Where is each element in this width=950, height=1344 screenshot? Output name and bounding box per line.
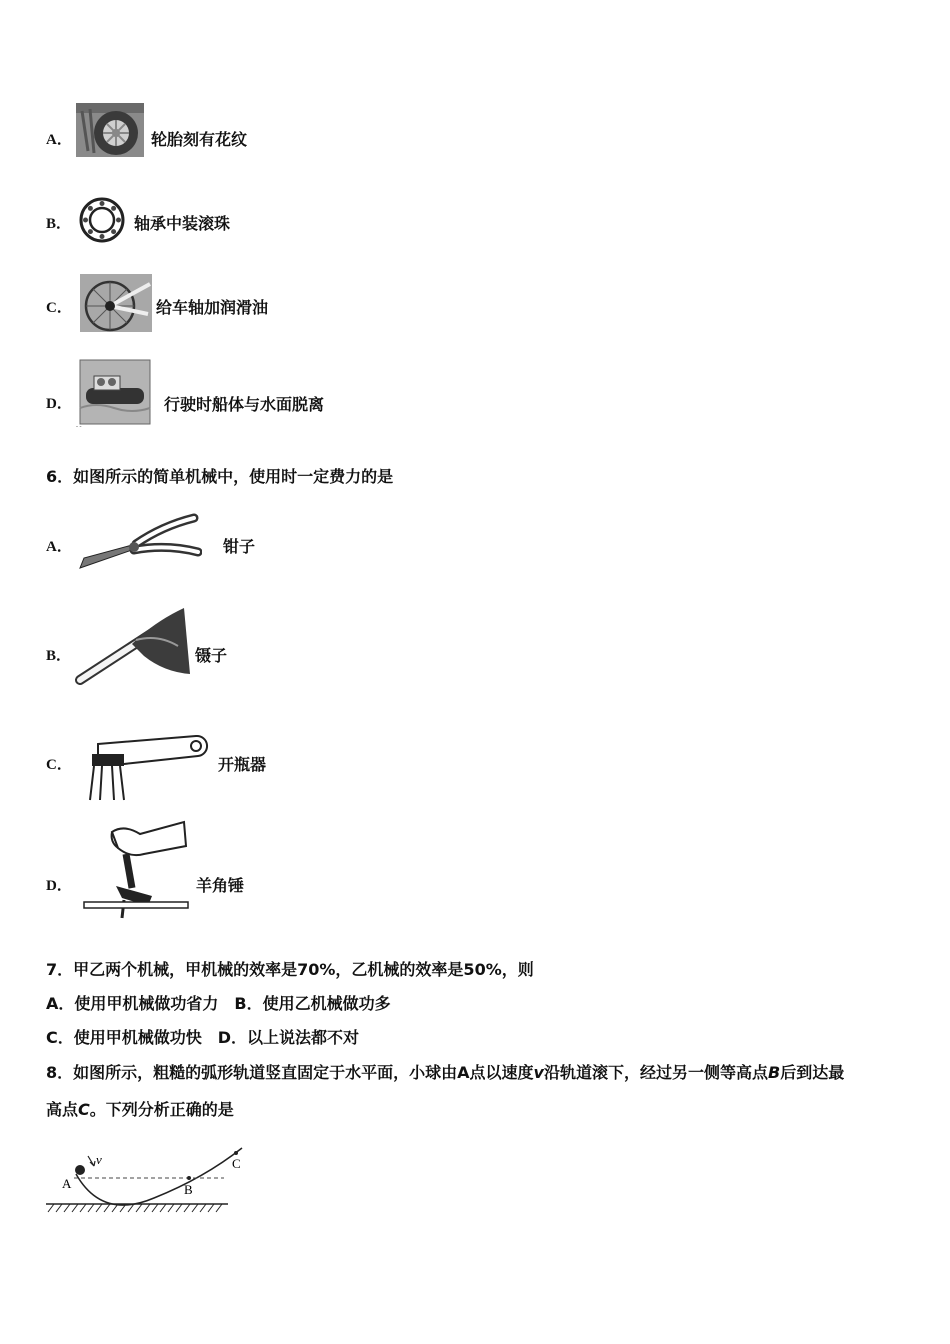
q8-stem-text: 高点: [46, 1100, 79, 1119]
claw-hammer-icon: [82, 818, 190, 920]
bicycle-axle-icon: [80, 274, 152, 332]
option-letter: A．: [46, 539, 72, 555]
option-text: 开瓶器: [218, 755, 267, 774]
option-text: 给车轴加润滑油: [156, 298, 269, 317]
option-letter: C．: [46, 300, 72, 316]
q8-stem-line2: [46, 1097, 234, 1120]
option-letter: B．: [46, 648, 72, 664]
option-letter: D．: [46, 878, 72, 894]
svg-text:- -: - -: [76, 424, 82, 430]
option-text: 轮胎刻有花纹: [151, 130, 248, 149]
q8-var-c: C: [78, 1100, 90, 1119]
q8-stem-line1: [46, 1060, 844, 1083]
tweezers-icon: [74, 604, 192, 686]
option-text: 羊角锤: [196, 876, 245, 895]
option-text: 行驶时船体与水面脱离: [164, 395, 325, 414]
q8-stem-text: 。下列分析正确的是: [89, 1100, 234, 1119]
pliers-icon: [76, 512, 202, 574]
option-text: 轴承中装滚珠: [134, 214, 231, 233]
curved-track-diagram: [44, 1140, 254, 1216]
option-letter: C．: [46, 757, 72, 773]
q8-stem-text: 后到达最: [780, 1063, 845, 1082]
bearing-icon: [78, 196, 126, 244]
label-b: B: [184, 1182, 193, 1197]
option-letter: B．: [46, 216, 72, 232]
q8-var-b: B: [767, 1063, 781, 1082]
label-v: v: [96, 1152, 102, 1167]
option-letter: D．: [46, 396, 72, 412]
hovercraft-icon: [76, 358, 154, 430]
q7-options-line2: C．使用甲机械做功快 D．以上说法都不对: [46, 1028, 360, 1047]
q8-stem-text: 沿轨道滚下，经过另一侧等高点: [543, 1063, 768, 1082]
bottle-opener-icon: [84, 732, 210, 802]
label-a: A: [62, 1176, 72, 1191]
q8-var-v: v: [533, 1063, 544, 1082]
tire-icon: [76, 103, 144, 157]
q6-stem: 6．如图所示的简单机械中，使用时一定费力的是: [46, 467, 394, 486]
q7-options-line1: A．使用甲机械做功省力 B．使用乙机械做功多: [46, 994, 391, 1013]
q7-stem: 7．甲乙两个机械，甲机械的效率是70%，乙机械的效率是50%，则: [46, 960, 534, 979]
option-text: 镊子: [195, 646, 228, 665]
q8-stem-text: 8．如图所示，粗糙的弧形轨道竖直固定于水平面，小球由A点以速度: [46, 1063, 534, 1082]
label-c: C: [232, 1156, 241, 1171]
option-text: 钳子: [223, 537, 256, 556]
option-letter: A．: [46, 132, 72, 148]
